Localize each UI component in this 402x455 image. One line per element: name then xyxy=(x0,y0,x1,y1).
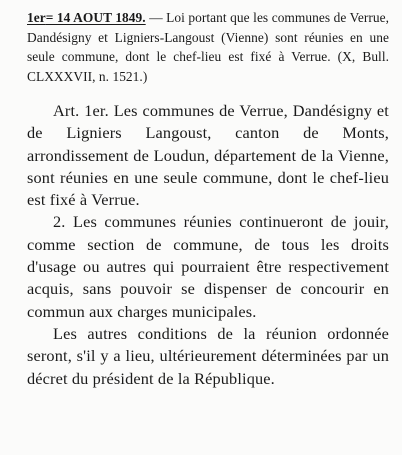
law-date-rest: = 14 AOUT 1849. xyxy=(45,10,146,25)
article-1-number: 1er. xyxy=(84,101,109,120)
law-date-number: 1er xyxy=(27,10,46,25)
article-3 xyxy=(27,323,389,390)
law-summary: Loi portant que les communes de Verrue, Dandésigny et Ligniers-Langoust (Vienne) sont réunies en une seule commune, dont le chef-lieu est fixé à Verrue. (X, Bull. CLXXXVII, n. 1521.) xyxy=(27,10,389,84)
header-dash: — xyxy=(145,10,167,25)
law-body xyxy=(27,100,389,390)
law-date xyxy=(27,10,146,25)
article-2-text: 2. Les communes réunies continueront de jouir, comme section de commune, de tous les droits d'usage ou autres qui pourraient être respectivement acquis, sans pouvoir se dispenser de concourir en commun aux charges municipales. xyxy=(27,212,389,321)
article-2 xyxy=(27,211,389,322)
article-1-lead: Art. xyxy=(53,101,80,120)
law-header xyxy=(27,8,389,86)
article-1 xyxy=(27,100,389,211)
article-1-text: Les communes de Verrue, Dandésigny et de Ligniers Langoust, canton de Monts, arrondissement de Loudun, département de la Vienne, sont réunies en une seule commune, dont le chef-lieu est fixé à Verrue. xyxy=(27,101,389,210)
article-3-text: Les autres conditions de la réunion ordonnée seront, s'il y a lieu, ultérieurement déterminées par un décret du président de la République. xyxy=(27,323,389,388)
